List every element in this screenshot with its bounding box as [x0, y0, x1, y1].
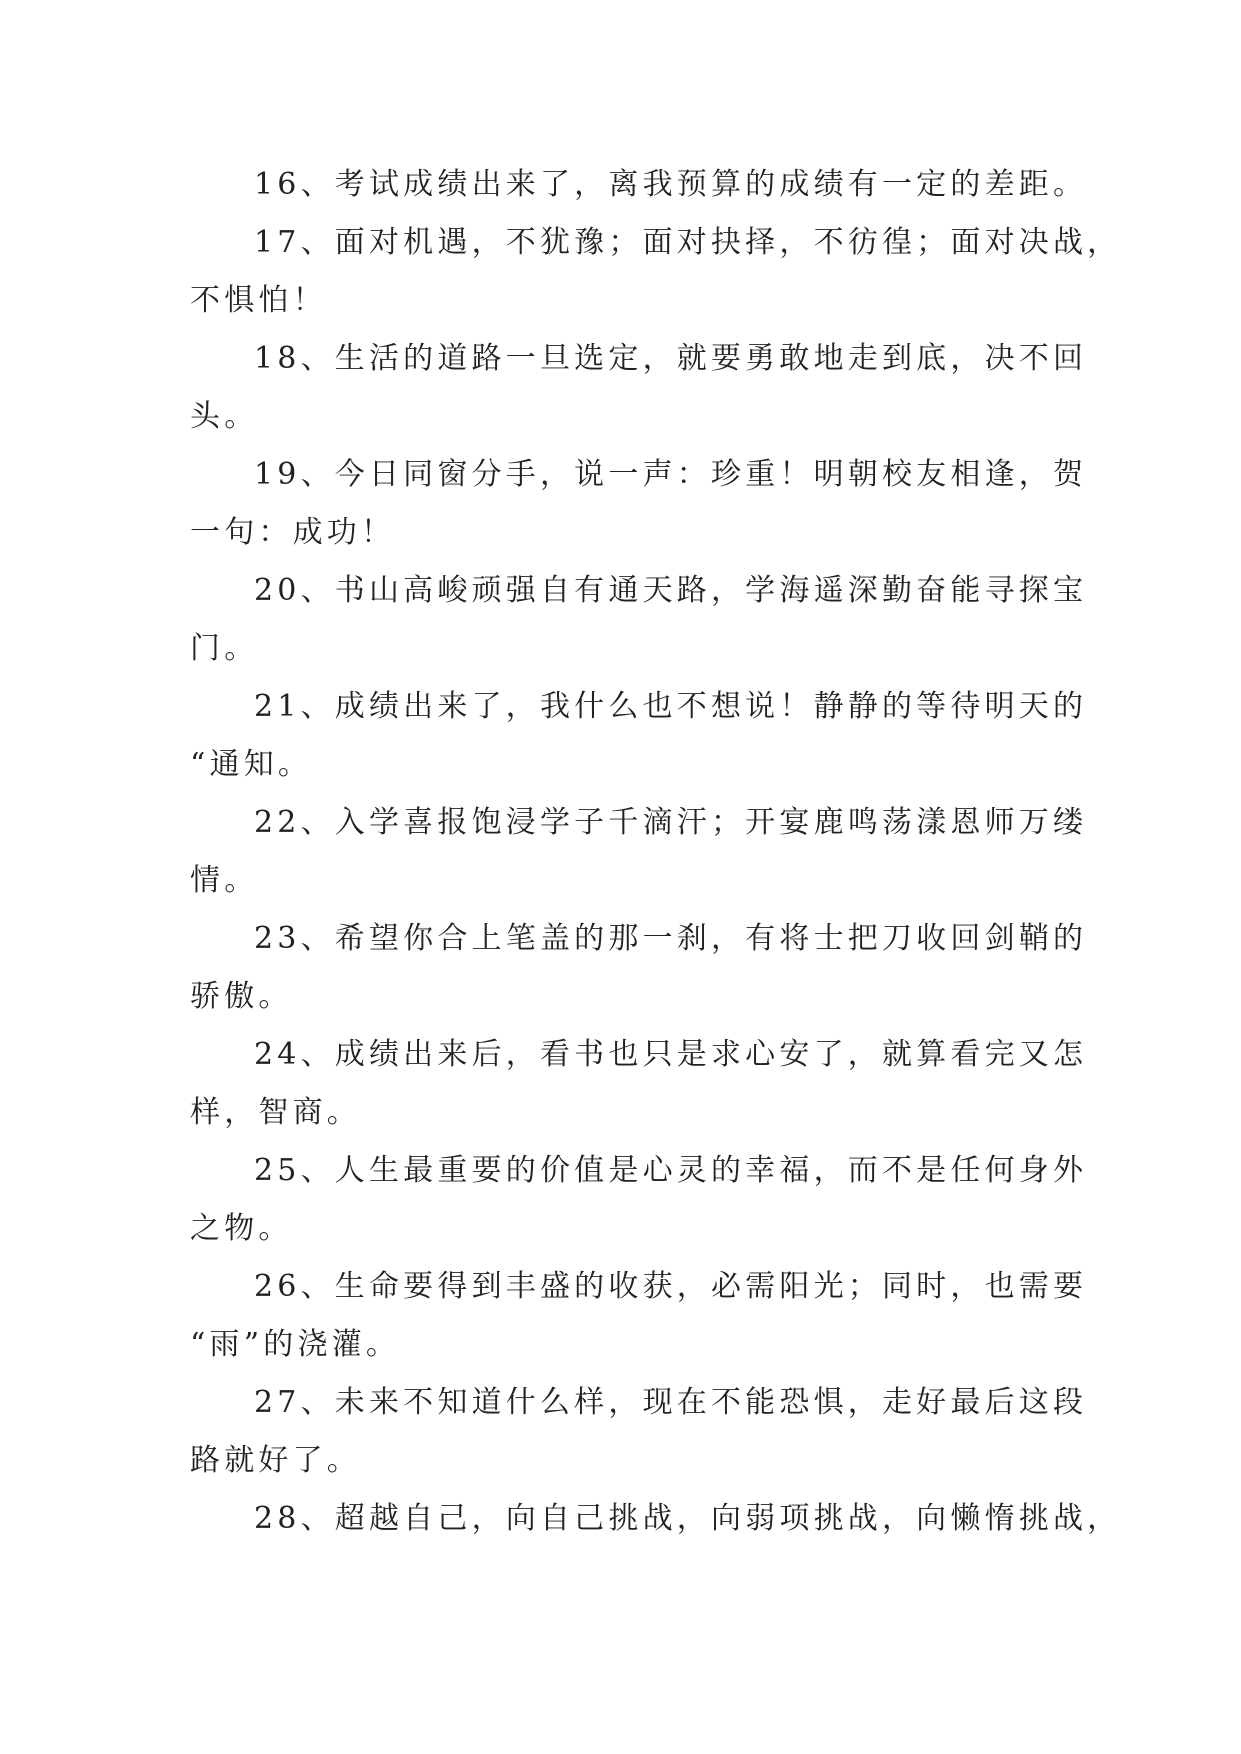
paragraph-line: 24、成绩出来后，看书也只是求心安了，就算看完又怎 — [254, 1037, 1088, 1072]
paragraph-25 — [190, 1142, 1088, 1258]
paragraph-20 — [190, 562, 1088, 678]
paragraph-17 — [190, 214, 1122, 330]
paragraph-line: 19、今日同窗分手，说一声：珍重！明朝校友相逢，贺 — [254, 457, 1088, 492]
paragraph-line: 25、人生最重要的价值是心灵的幸福，而不是任何身外 — [254, 1153, 1088, 1188]
paragraph-19 — [190, 446, 1088, 562]
paragraph-23 — [190, 910, 1088, 1026]
paragraph-line: 17、面对机遇，不犹豫；面对抉择，不彷徨；面对决战， — [254, 225, 1122, 260]
paragraph-line: 门。 — [190, 631, 259, 666]
paragraph-28 — [190, 1490, 1122, 1548]
paragraph-24 — [190, 1026, 1088, 1142]
paragraph-line: 18、生活的道路一旦选定，就要勇敢地走到底，决不回 — [254, 341, 1088, 376]
paragraph-line: 骄傲。 — [190, 979, 293, 1014]
paragraph-line: 情。 — [190, 863, 259, 898]
paragraph-line: 头。 — [190, 399, 259, 434]
paragraph-line: 20、书山高峻顽强自有通天路，学海遥深勤奋能寻探宝 — [254, 573, 1088, 608]
paragraph-line: 22、入学喜报饱浸学子千滴汗；开宴鹿鸣荡漾恩师万缕 — [254, 805, 1088, 840]
paragraph-line: 27、未来不知道什么样，现在不能恐惧，走好最后这段 — [254, 1385, 1088, 1420]
paragraph-18 — [190, 330, 1088, 446]
paragraph-line: 路就好了。 — [190, 1443, 361, 1478]
paragraph-26 — [190, 1258, 1088, 1374]
paragraph-line: “雨”的浇灌。 — [190, 1327, 401, 1362]
document-body — [190, 156, 1122, 1548]
paragraph-line: 28、超越自己，向自己挑战，向弱项挑战，向懒惰挑战， — [254, 1501, 1122, 1536]
paragraph-line: 21、成绩出来了，我什么也不想说！静静的等待明天的 — [254, 689, 1088, 724]
paragraph-line: 23、希望你合上笔盖的那一刹，有将士把刀收回剑鞘的 — [254, 921, 1088, 956]
paragraph-27 — [190, 1374, 1088, 1490]
paragraph-line: 一句：成功！ — [190, 515, 396, 550]
paragraph-line: “通知。 — [190, 747, 313, 782]
paragraph-line: 样，智商。 — [190, 1095, 361, 1130]
paragraph-21 — [190, 678, 1088, 794]
paragraph-22 — [190, 794, 1088, 910]
paragraph-line: 不惧怕！ — [190, 283, 327, 318]
paragraph-line: 26、生命要得到丰盛的收获，必需阳光；同时，也需要 — [254, 1269, 1088, 1304]
paragraph-line: 之物。 — [190, 1211, 293, 1246]
paragraph-16 — [190, 156, 1088, 214]
paragraph-line: 16、考试成绩出来了，离我预算的成绩有一定的差距。 — [254, 167, 1088, 202]
